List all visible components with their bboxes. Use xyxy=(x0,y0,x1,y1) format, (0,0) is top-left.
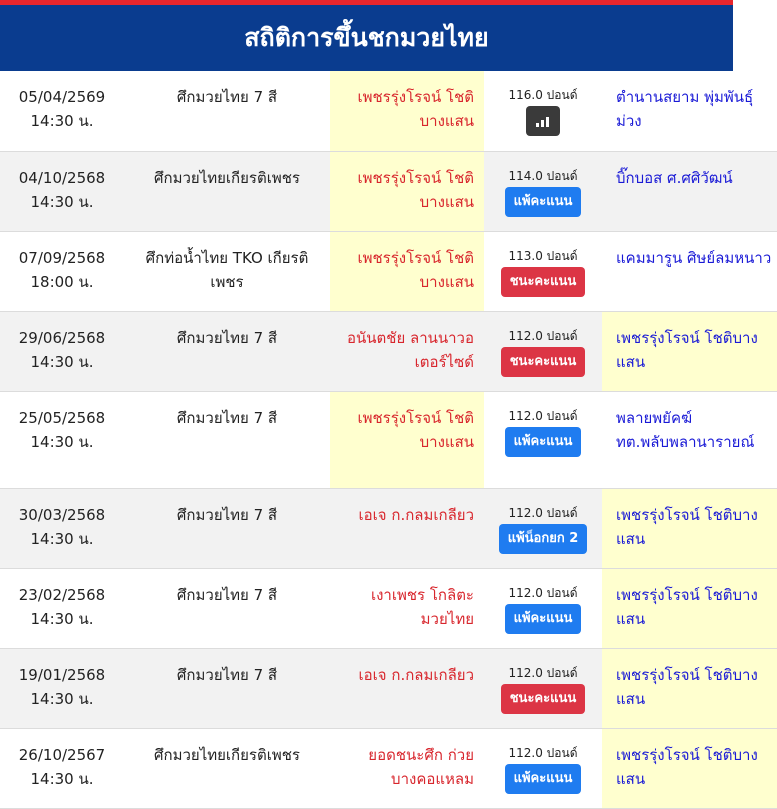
weight-label: 112.0 ปอนด์ xyxy=(508,745,578,760)
date-cell xyxy=(0,231,124,311)
weight-label: 116.0 ปอนด์ xyxy=(508,88,578,102)
date-cell xyxy=(0,488,124,568)
red-corner-fighter[interactable]: ยอดชนะศึก ก่วยบางคอแหลม xyxy=(368,745,474,788)
red-corner-fighter[interactable]: เพชรรุ่งโรจน์ โชติบางแสน xyxy=(330,71,484,151)
event-name: ศึกมวยไทย 7 สี xyxy=(124,648,330,728)
fight-time: 14:30 น. xyxy=(30,112,94,130)
result-badge[interactable]: ชนะคะแนน xyxy=(501,267,586,297)
date-cell xyxy=(0,151,124,231)
fight-row xyxy=(0,648,777,728)
blue-corner-fighter[interactable]: เพชรรุ่งโรจน์ โชติบางแสน xyxy=(602,488,777,568)
date-cell xyxy=(0,568,124,648)
blue-corner-fighter[interactable]: เพชรรุ่งโรจน์ โชติบางแสน xyxy=(602,311,777,391)
date-cell xyxy=(0,391,124,488)
event-name: ศึกมวยไทย 7 สี xyxy=(176,408,278,427)
fight-date: 30/03/2568 xyxy=(18,505,106,524)
blue-corner-fighter[interactable]: พลายพยัคฆ์ ทต.พลับพลานารายณ์ xyxy=(616,408,755,451)
result-badge[interactable]: ชนะคะแนน xyxy=(501,684,586,714)
fight-time: 14:30 น. xyxy=(30,352,94,371)
fight-time: 14:30 น. xyxy=(30,192,94,211)
weight-label: 112.0 ปอนด์ xyxy=(508,408,578,423)
fight-time: 14:30 น. xyxy=(30,609,94,628)
blue-corner-fighter[interactable]: บิ๊กบอส ศ.ศศิวัฒน์ xyxy=(602,151,777,231)
result-badge[interactable]: แพ้คะแนน xyxy=(505,187,582,217)
fight-row xyxy=(0,311,777,391)
result-badge[interactable]: แพ้น็อกยก 2 xyxy=(499,524,588,554)
red-corner-fighter[interactable]: เพชรรุ่งโรจน์ โชติบางแสน xyxy=(330,231,484,311)
fight-time: 18:00 น. xyxy=(30,272,94,291)
fight-row xyxy=(0,568,777,648)
blue-corner-fighter[interactable]: เพชรรุ่งโรจน์ โชติบางแสน xyxy=(602,728,777,808)
fight-date: 25/05/2568 xyxy=(18,408,106,427)
result-badge[interactable]: ชนะคะแนน xyxy=(501,347,586,377)
result-cell xyxy=(484,568,602,648)
fight-date: 19/01/2568 xyxy=(18,665,106,684)
fight-date: 29/06/2568 xyxy=(18,328,106,347)
date-cell xyxy=(0,728,124,808)
result-cell xyxy=(484,728,602,808)
event-name: ศึกมวยไทย 7 สี xyxy=(124,311,330,391)
red-corner-fighter[interactable]: เอเจ ก.กลมเกลียว xyxy=(330,648,484,728)
fight-date: 05/04/2569 xyxy=(18,88,106,106)
result-cell xyxy=(484,311,602,391)
result-cell xyxy=(484,391,602,488)
fight-row xyxy=(0,391,777,488)
red-corner-fighter[interactable]: เงาเพชร โกลิตะมวยไทย xyxy=(370,585,474,628)
red-corner-fighter[interactable]: เพชรรุ่งโรจน์ โชติบางแสน xyxy=(330,391,484,488)
fight-date: 23/02/2568 xyxy=(18,585,106,604)
result-cell xyxy=(484,231,602,311)
blue-corner-fighter[interactable]: เพชรรุ่งโรจน์ โชติบางแสน xyxy=(602,568,777,648)
blue-corner-fighter[interactable]: ตำนานสยาม พุ่มพันธุ์ม่วง xyxy=(616,88,754,130)
weight-label: 114.0 ปอนด์ xyxy=(508,168,578,183)
result-cell xyxy=(484,648,602,728)
page-title: สถิติการขึ้นชกมวยไทย xyxy=(244,23,489,52)
fight-row xyxy=(0,728,777,808)
page-header xyxy=(0,5,733,71)
date-cell xyxy=(0,71,124,151)
blue-corner-fighter[interactable]: แคมมารูน ศิษย์ลมหนาว xyxy=(616,248,772,267)
event-name: ศึกมวยไทย 7 สี xyxy=(176,88,278,106)
bar-chart-icon[interactable] xyxy=(526,106,560,136)
event-name: ศึกมวยไทยเกียรติเพชร xyxy=(154,745,300,764)
blue-corner-fighter[interactable]: เพชรรุ่งโรจน์ โชติบางแสน xyxy=(602,648,777,728)
fight-date: 04/10/2568 xyxy=(18,168,106,187)
result-cell xyxy=(484,71,602,151)
fight-row xyxy=(0,71,777,151)
fight-row xyxy=(0,151,777,231)
red-corner-fighter[interactable]: เอเจ ก.กลมเกลียว xyxy=(330,488,484,568)
weight-label: 112.0 ปอนด์ xyxy=(508,328,578,343)
fight-row xyxy=(0,231,777,311)
weight-label: 113.0 ปอนด์ xyxy=(508,248,578,263)
fight-row xyxy=(0,488,777,568)
event-name: ศึกมวยไทย 7 สี xyxy=(176,585,278,604)
fight-history-table xyxy=(0,71,777,809)
result-badge[interactable]: แพ้คะแนน xyxy=(505,604,582,634)
event-name: ศึกมวยไทย 7 สี xyxy=(124,488,330,568)
event-name: ศึกมวยไทยเกียรติเพชร xyxy=(124,151,330,231)
fight-date: 26/10/2567 xyxy=(18,745,106,764)
fight-time: 14:30 น. xyxy=(30,689,94,708)
date-cell xyxy=(0,648,124,728)
weight-label: 112.0 ปอนด์ xyxy=(508,505,578,520)
result-cell xyxy=(484,151,602,231)
result-badge[interactable]: แพ้คะแนน xyxy=(505,427,582,457)
weight-label: 112.0 ปอนด์ xyxy=(508,665,578,680)
fight-time: 14:30 น. xyxy=(30,769,94,788)
red-corner-fighter[interactable]: อนันตชัย ลานนาวอเตอร์ไซด์ xyxy=(330,311,484,391)
fight-time: 14:30 น. xyxy=(30,432,94,451)
result-cell xyxy=(484,488,602,568)
red-corner-fighter[interactable]: เพชรรุ่งโรจน์ โชติบางแสน xyxy=(330,151,484,231)
fight-date: 07/09/2568 xyxy=(18,248,106,267)
date-cell xyxy=(0,311,124,391)
weight-label: 112.0 ปอนด์ xyxy=(508,585,578,600)
fight-time: 14:30 น. xyxy=(30,529,94,548)
result-badge[interactable]: แพ้คะแนน xyxy=(505,764,582,794)
event-name: ศึกท่อน้ำไทย TKO เกียรติเพชร xyxy=(145,248,309,291)
